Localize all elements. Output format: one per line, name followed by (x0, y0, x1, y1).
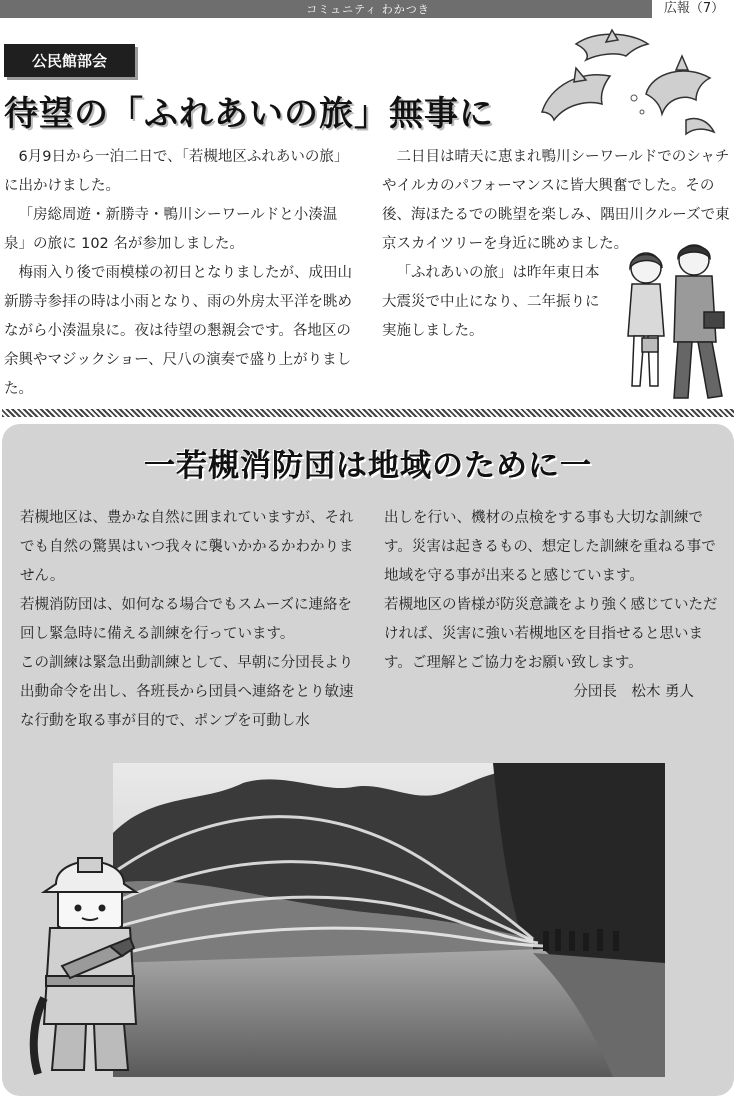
paragraph: 出しを行い、機材の点検をする事も大切な訓練です。災害は起きるもの、想定した訓練を重ねる事で地域を守る事が出来ると感じています。 (384, 510, 716, 584)
section-divider (2, 409, 734, 417)
panel-left-column (20, 504, 360, 736)
paragraph: 二日目は晴天に恵まれ鴨川シーワールドでのシャチやイルカのパフォーマンスに皆大興奮でした。その後、海ほたるでの眺望を楽しみ、隅田川クルーズで東京スカイツリーを身近に眺めました。 (382, 149, 730, 252)
article-left-column (4, 143, 356, 404)
water-training-photo (113, 763, 665, 1077)
article-right-column-bottom (382, 259, 607, 346)
panel-title: 一若槻消防団は地域のために一 (144, 448, 592, 484)
signature: 分団長 松木 勇人 (573, 684, 694, 700)
panel-right-column (384, 504, 724, 707)
couple-illustration (612, 238, 730, 404)
paragraph: 若槻地区の皆様が防災意識をより強く感じていただければ、災害に強い若槻地区を目指せると思います。ご理解とご協力をお願い致します。 (384, 597, 718, 671)
article-title: 待望の「ふれあいの旅」無事に (4, 94, 494, 134)
section-badge: 公民館部会 (4, 44, 135, 77)
firefighter-illustration (26, 848, 154, 1076)
paragraph: 若槻消防団は、如何なる場合でもスムーズに連絡を回し緊急時に備える訓練を行っています。 (20, 597, 353, 642)
paragraph: 6月9日から一泊二日で、「若槻地区ふれあいの旅」に出かけました。 (4, 149, 349, 194)
dolphins-illustration (536, 24, 722, 142)
header-bar (0, 0, 736, 18)
paragraph: 梅雨入り後で雨模様の初日となりましたが、成田山新勝寺参拝の時は小雨となり、雨の外房太平洋を眺めながら小湊温泉に。夜は待望の懇親会です。各地区の余興やマジックショー、尺八の演奏で盛り上がりました。 (4, 265, 352, 397)
paragraph: 「ふれあいの旅」は昨年東日本大震災で中止になり、二年振りに実施しました。 (382, 265, 600, 339)
paragraph: 若槻地区は、豊かな自然に囲まれていますが、それでも自然の驚異はいつ我々に襲いかかるかわかりません。 (20, 510, 354, 584)
paragraph: 「房総周遊・新勝寺・鴨川シーワールドと小湊温泉」の旅に 102 名が参加しました。 (4, 207, 338, 252)
page-number: 広報（7） (650, 0, 736, 18)
newsletter-name: コミュニティ わかつき (306, 3, 430, 16)
paragraph: この訓練は緊急出動訓練として、早朝に分団長より出動命令を出し、各班長から団員へ連絡をとり敏速な行動を取る事が目的で、ポンプを可動し水 (20, 655, 354, 729)
